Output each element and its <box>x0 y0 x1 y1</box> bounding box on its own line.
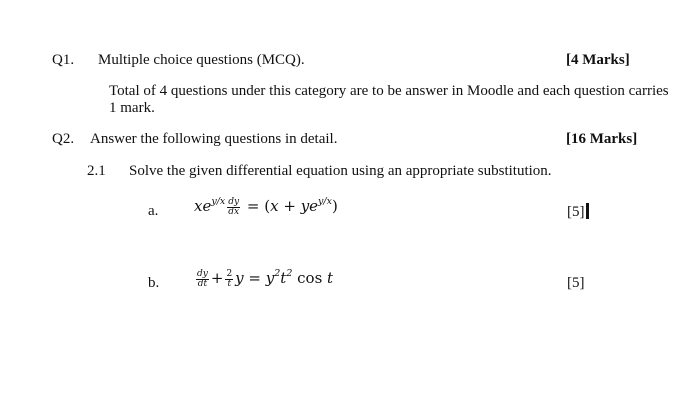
part-b-label: b. <box>148 275 160 291</box>
q2-marks: [16 Marks] <box>566 131 638 147</box>
q1-number: Q1. <box>52 52 75 68</box>
part-a-label: a. <box>148 203 159 219</box>
text-cursor <box>586 203 589 219</box>
q1-marks: [4 Marks] <box>566 52 630 68</box>
part-a-marks <box>567 203 589 221</box>
q1-description-line2: 1 mark. <box>109 100 155 116</box>
equation-b: $\frac{dy}{dt}$ + $\frac{2}{t}$ $y = y^2t^2$ cos t <box>197 268 334 289</box>
sub-question-text: Solve the given differential equation using an appropriate substitution. <box>129 163 552 179</box>
q2-number: Q2. <box>52 131 75 147</box>
q1-description-line1: Total of 4 questions under this category are to be answer in Moodle and each question carries <box>109 83 669 99</box>
q1-title: Multiple choice questions (MCQ). <box>98 52 305 68</box>
sub-question-number: 2.1 <box>87 163 106 179</box>
part-a-marks-text: [5] <box>567 204 585 220</box>
part-b-marks: [5] <box>567 275 585 291</box>
q2-title: Answer the following questions in detail. <box>90 131 338 147</box>
equation-a: $xe^{y/x}$ $\frac{dy}{dx}$ = $(x + ye^{y/x})$ <box>194 196 338 217</box>
